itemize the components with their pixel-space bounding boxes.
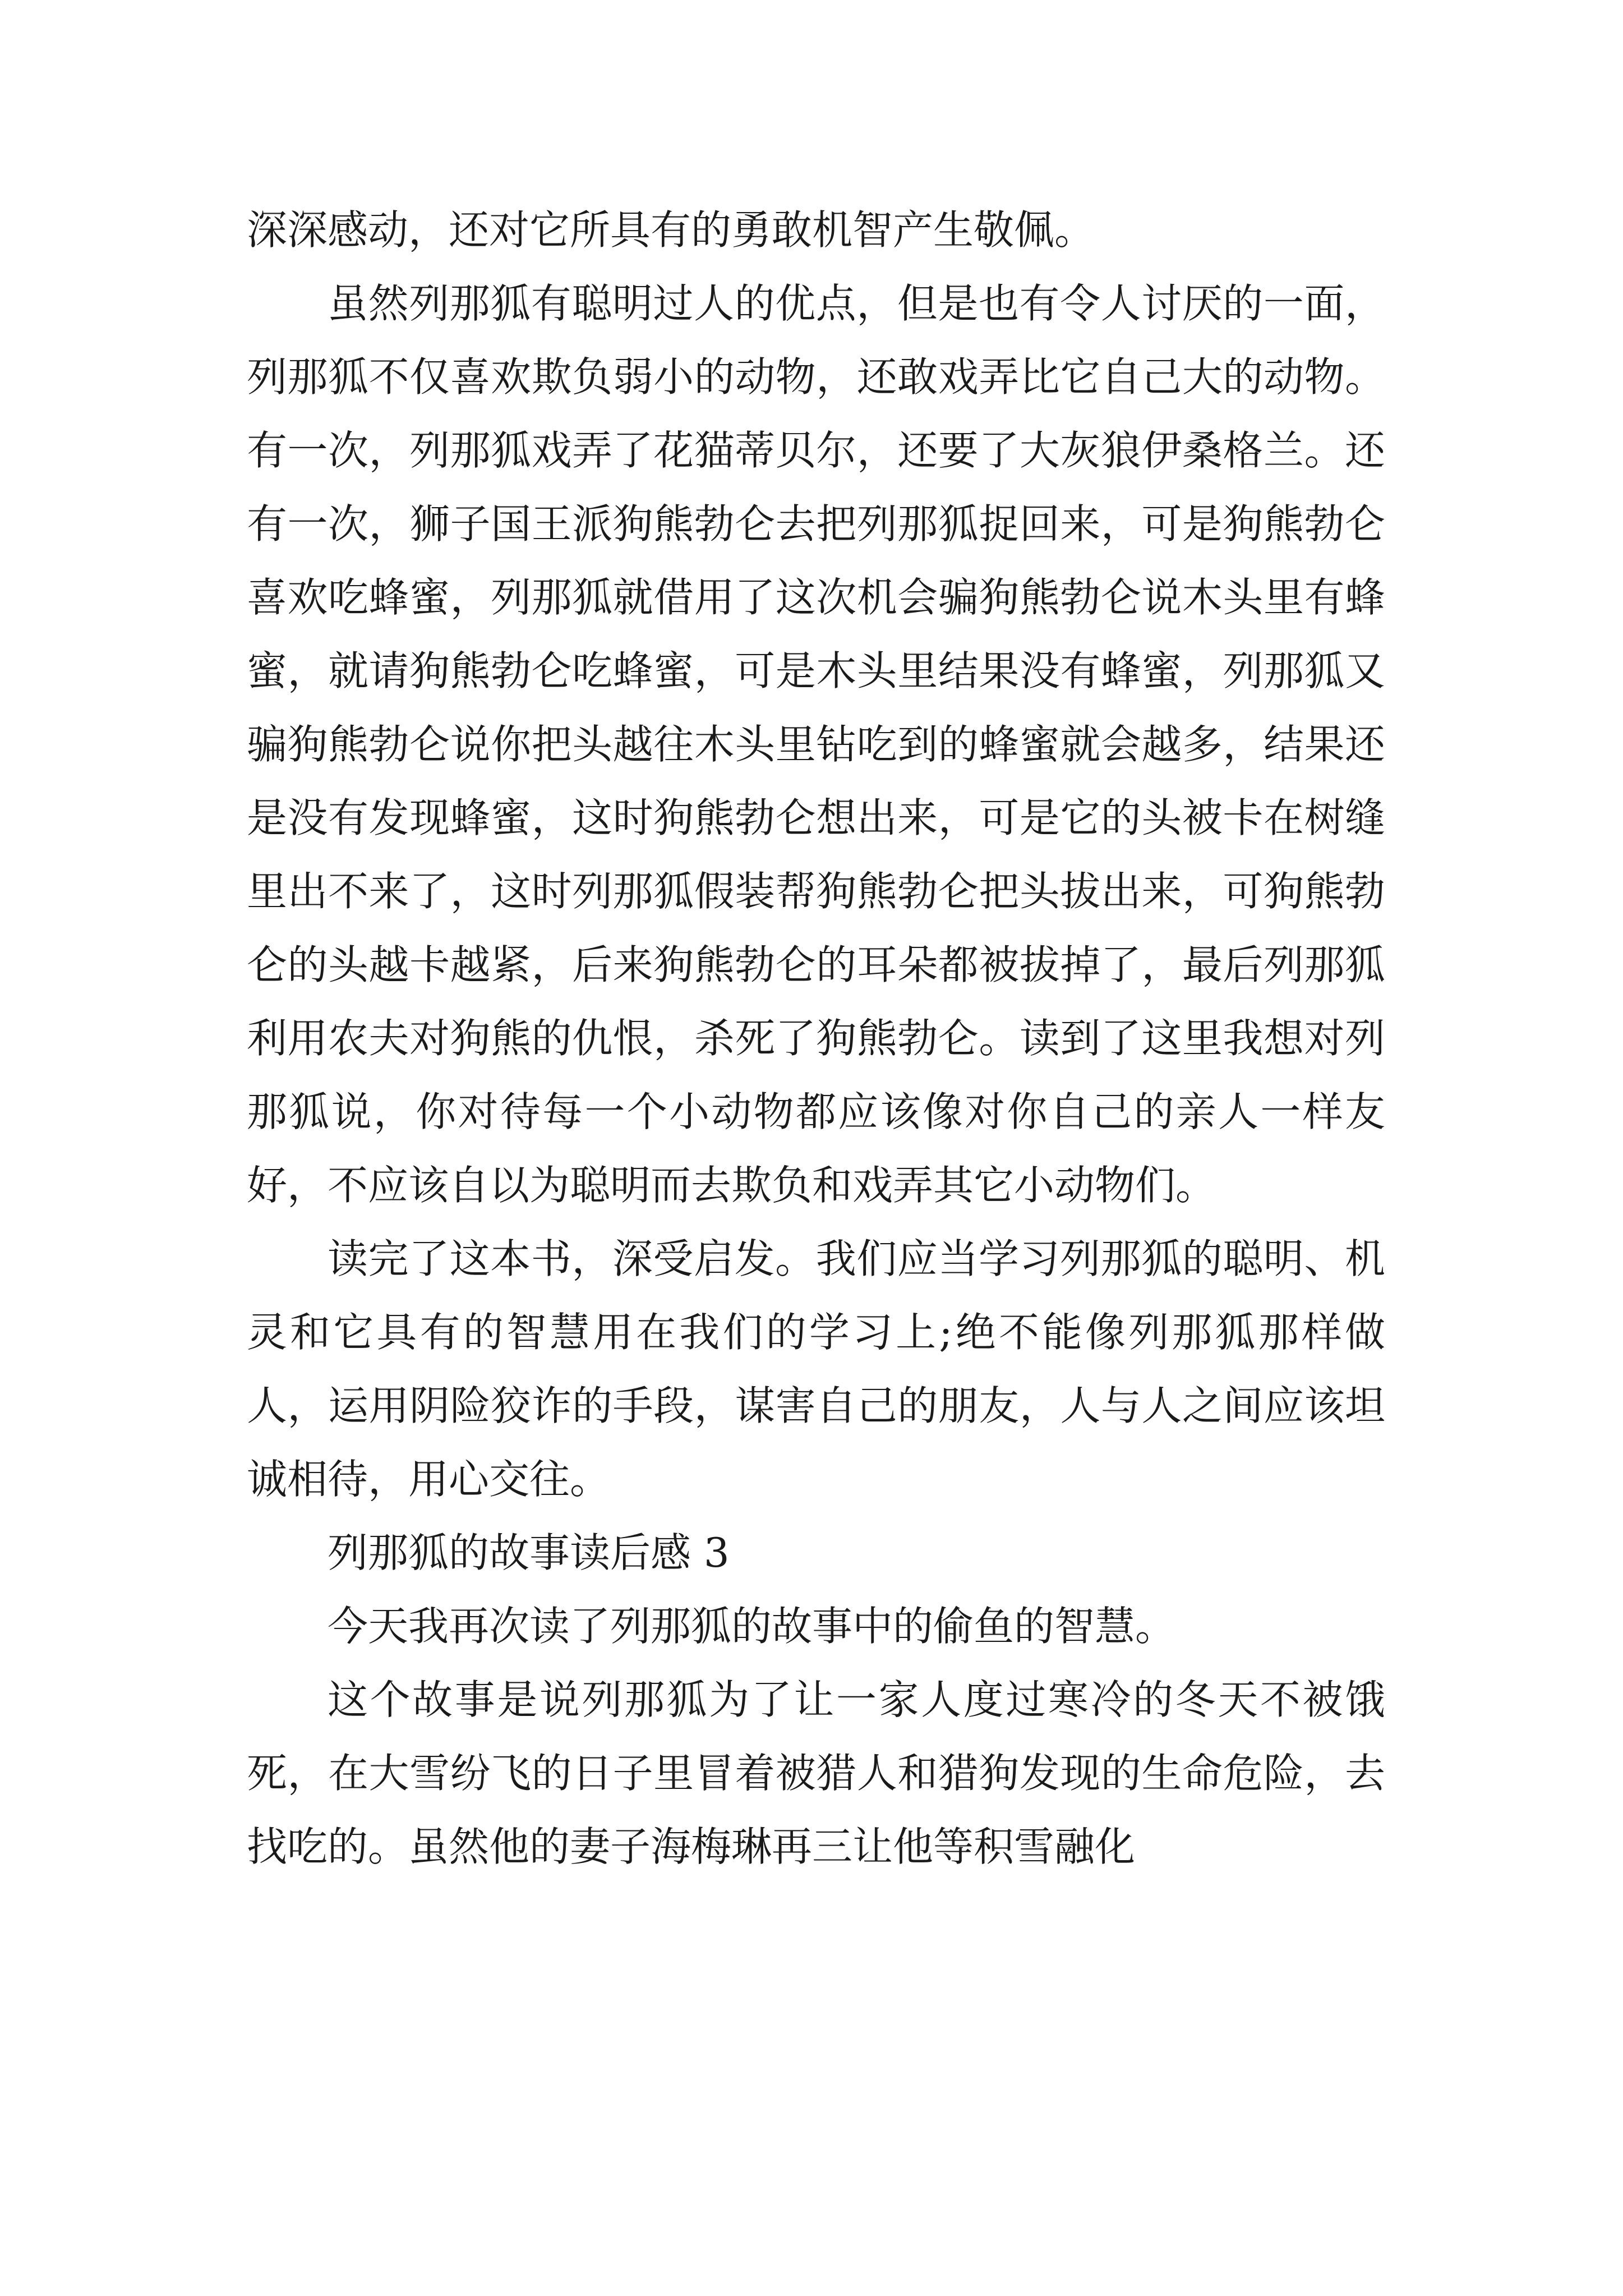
document-body <box>247 194 1385 1884</box>
section-heading: 列那狐的故事读后感 3 <box>328 1529 730 1576</box>
paragraph-continuation: 深深感动，还对它所具有的勇敢机智产生敬佩。 <box>247 206 1095 254</box>
paragraph-reflection: 读完了这本书，深受启发。我们应当学习列那狐的聪明、机灵和它具有的智慧用在我们的学习上;绝不能像列那狐那样做人，运用阴险狡诈的手段，谋害自己的朋友，人与人之间应该坦诚相待，用心交往。 <box>247 1235 1385 1503</box>
paragraph-intro-story: 今天我再次读了列那狐的故事中的偷鱼的智慧。 <box>328 1603 1176 1650</box>
paragraph-story-summary: 这个故事是说列那狐为了让一家人度过寒冷的冬天不被饿死，在大雪纷飞的日子里冒着被猎人和猎狗发现的生命危险，去找吃的。虽然他的妻子海梅琳再三让他等积雪融化 <box>247 1676 1385 1870</box>
paragraph-fox-traits: 虽然列那狐有聪明过人的优点，但是也有令人讨厌的一面，列那狐不仅喜欢欺负弱小的动物，还敢戏弄比它自己大的动物。有一次，列那狐戏弄了花猫蒂贝尔，还要了大灰狼伊桑格兰。还有一次，狮子国王派狗熊勃仑去把列那狐捉回来，可是狗熊勃仑喜欢吃蜂蜜，列那狐就借用了这次机会骗狗熊勃仑说木头里有蜂蜜，就请狗熊勃仑吃蜂蜜，可是木头里结果没有蜂蜜，列那狐又骗狗熊勃仑说你把头越往木头里钻吃到的蜂蜜就会越多，结果还是没有发现蜂蜜，这时狗熊勃仑想出来，可是它的头被卡在树缝里出不来了，这时列那狐假装帮狗熊勃仑把头拔出来，可狗熊勃仑的头越卡越紧，后来狗熊勃仑的耳朵都被拔掉了，最后列那狐利用农夫对狗熊的仇恨，杀死了狗熊勃仑。读到了这里我想对列那狐说，你对待每一个小动物都应该像对你自己的亲人一样友好，不应该自以为聪明而去欺负和戏弄其它小动物们。 <box>247 280 1385 1209</box>
